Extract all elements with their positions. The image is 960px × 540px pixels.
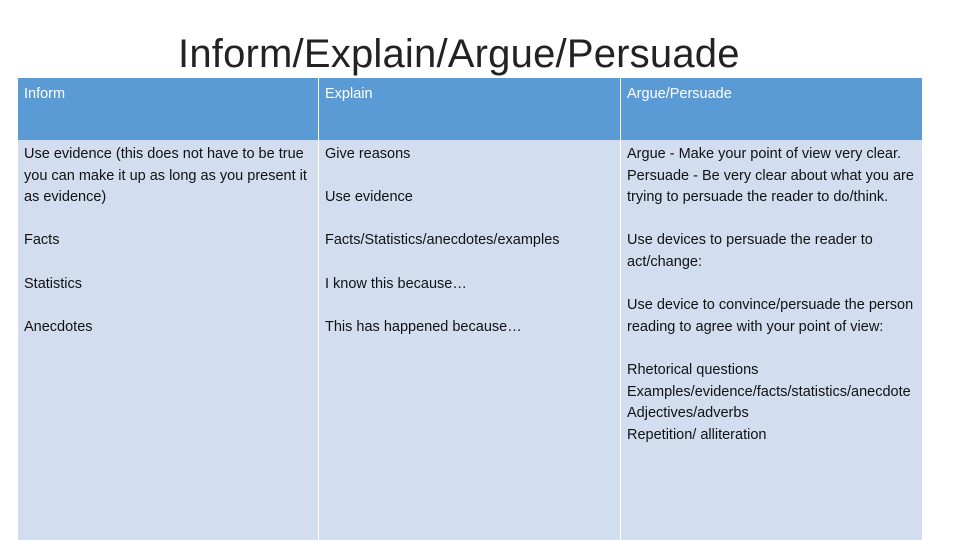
header-explain: Explain bbox=[319, 78, 620, 140]
device-list-item: Rhetorical questions bbox=[627, 361, 759, 378]
explain-know: I know this because… bbox=[325, 275, 467, 292]
explain-evidence: Use evidence bbox=[325, 189, 413, 206]
explain-column bbox=[319, 140, 620, 540]
inform-column bbox=[18, 140, 318, 540]
inform-anecdotes: Anecdotes bbox=[24, 318, 93, 335]
slide-title: Inform/Explain/Argue/Persuade bbox=[178, 32, 740, 76]
header-argue-persuade: Argue/Persuade bbox=[621, 78, 922, 140]
argue-column bbox=[621, 140, 922, 540]
explain-reasons: Give reasons bbox=[325, 146, 411, 162]
device-list-item: Repetition/ alliteration bbox=[627, 426, 767, 443]
persuade-definition: Persuade - Be very clear about what you are trying to persuade the reader to do/think. bbox=[627, 167, 914, 206]
devices-act-text: Use devices to persuade the reader to act/change: bbox=[627, 232, 873, 270]
explain-happened: This has happened because… bbox=[325, 318, 522, 335]
argue-definition: Argue - Make your point of view very clear. bbox=[627, 146, 902, 162]
inform-statistics: Statistics bbox=[24, 275, 83, 292]
header-inform: Inform bbox=[18, 78, 318, 140]
device-list-item: Examples/evidence/facts/statistics/anecdote bbox=[627, 383, 911, 400]
device-list-item: Adjectives/adverbs bbox=[627, 405, 749, 422]
explain-facts: Facts/Statistics/anecdotes/examples bbox=[325, 232, 560, 249]
inform-facts: Facts bbox=[24, 232, 60, 249]
devices-view-text: Use device to convince/persuade the person reading to agree with your point of view: bbox=[627, 297, 914, 335]
inform-evidence: Use evidence (this does not have to be true you can make it up as long as you present it as evidence) bbox=[24, 146, 307, 206]
